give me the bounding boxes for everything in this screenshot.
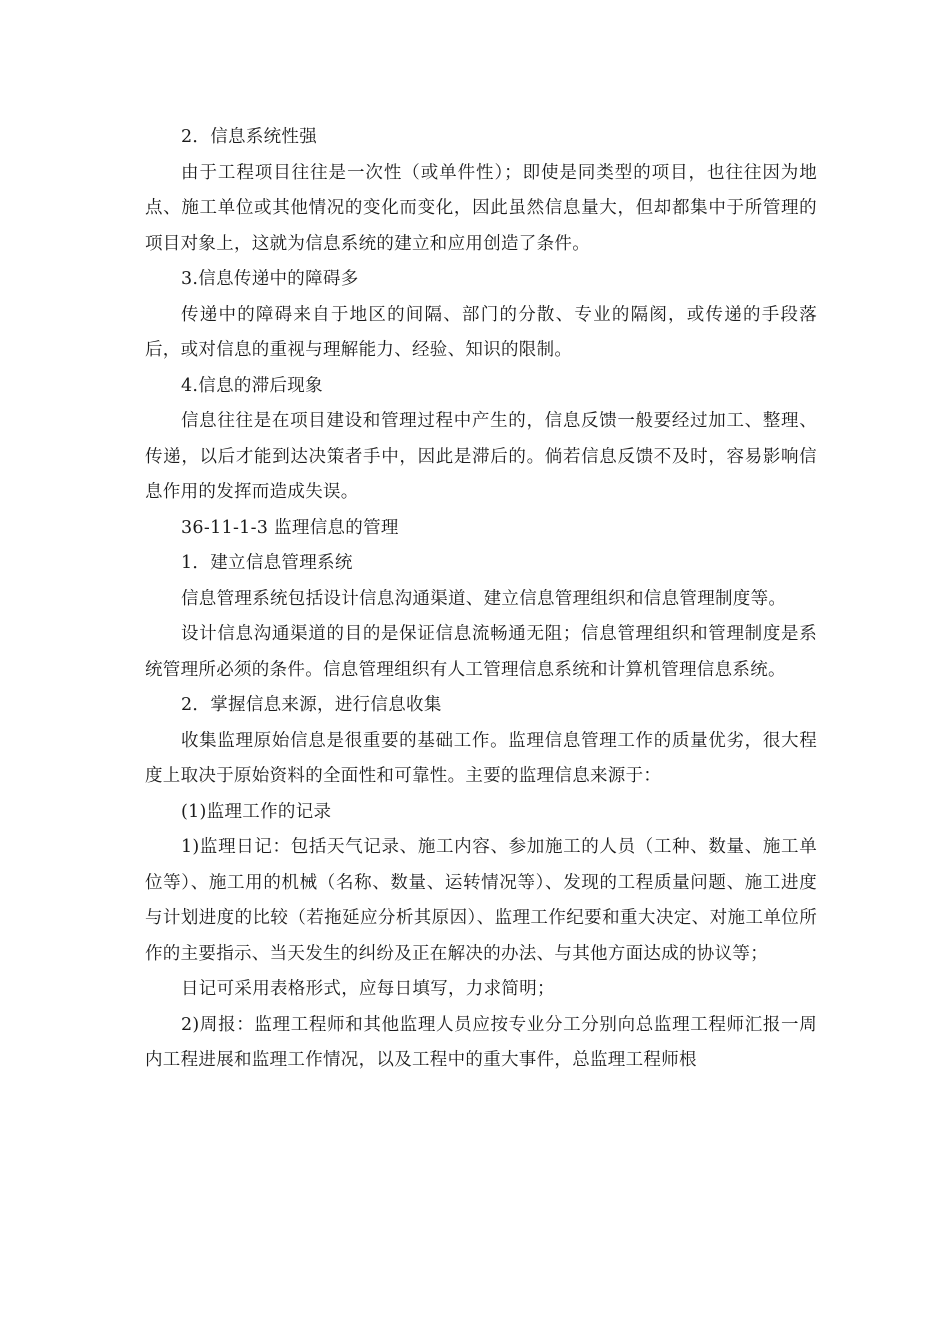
paragraph-weekly-report: 2)周报：监理工程师和其他监理人员应按专业分工分别向总监理工程师汇报一周内工程进展和监理工作情况，以及工程中的重大事件，总监理工程师根: [145, 1014, 817, 1070]
paragraph-info-collection: 收集监理原始信息是很重要的基础工作。监理信息管理工作的质量优劣，很大程度上取决于原始资料的全面性和可靠性。主要的监理信息来源于：: [145, 730, 817, 786]
paragraph-supervision-diary: 1)监理日记：包括天气记录、施工内容、参加施工的人员（工种、数量、施工单位等）、施工用的机械（名称、数量、运转情况等）、发现的工程质量问题、施工进度与计划进度的比较（若拖延应分析其原因）、监理工作纪要和重大决定、对施工单位所作的主要指示、当天发生的纠纷及正在解决的办法、与其他方面达成的协议等；: [145, 837, 817, 964]
paragraph-communication-channels: 设计信息沟通渠道的目的是保证信息流畅通无阻；信息管理组织和管理制度是系统管理所必须的条件。信息管理组织有人工管理信息系统和计算机管理信息系统。: [145, 624, 817, 680]
paragraph-transmission-obstacles: 传递中的障碍来自于地区的间隔、部门的分散、专业的隔阂，或传递的手段落后，或对信息的重视与理解能力、经验、知识的限制。: [145, 304, 817, 360]
document-body: [145, 120, 817, 1079]
paragraph-info-system-components: 信息管理系统包括设计信息沟通渠道、建立信息管理组织和信息管理制度等。: [181, 588, 787, 609]
heading-build-info-system: 1．建立信息管理系统: [181, 553, 353, 573]
heading-info-system-strong: 2．信息系统性强: [181, 127, 318, 147]
heading-info-lag: 4.信息的滞后现象: [181, 375, 323, 396]
heading-transmission-obstacles: 3.信息传递中的障碍多: [181, 269, 359, 289]
paragraph-info-system-strong: 由于工程项目往往是一次性（或单件性）；即使是同类型的项目，也往往因为地点、施工单位或其他情况的变化而变化，因此虽然信息量大，但却都集中于所管理的项目对象上，这就为信息系统的建立和应用创造了条件。: [145, 162, 817, 254]
paragraph-info-lag: 信息往往是在项目建设和管理过程中产生的，信息反馈一般要经过加工、整理、传递，以后才能到达决策者手中，因此是滞后的。倘若信息反馈不及时，容易影响信息作用的发挥而造成失误。: [145, 411, 817, 502]
paragraph-diary-format: 日记可采用表格形式，应每日填写，力求简明；: [181, 979, 555, 999]
heading-info-sources: 2．掌握信息来源，进行信息收集: [181, 695, 442, 715]
heading-work-records: (1)监理工作的记录: [181, 801, 332, 822]
section-heading-supervision-info-management: 36-11-1-3 监理信息的管理: [181, 517, 399, 538]
